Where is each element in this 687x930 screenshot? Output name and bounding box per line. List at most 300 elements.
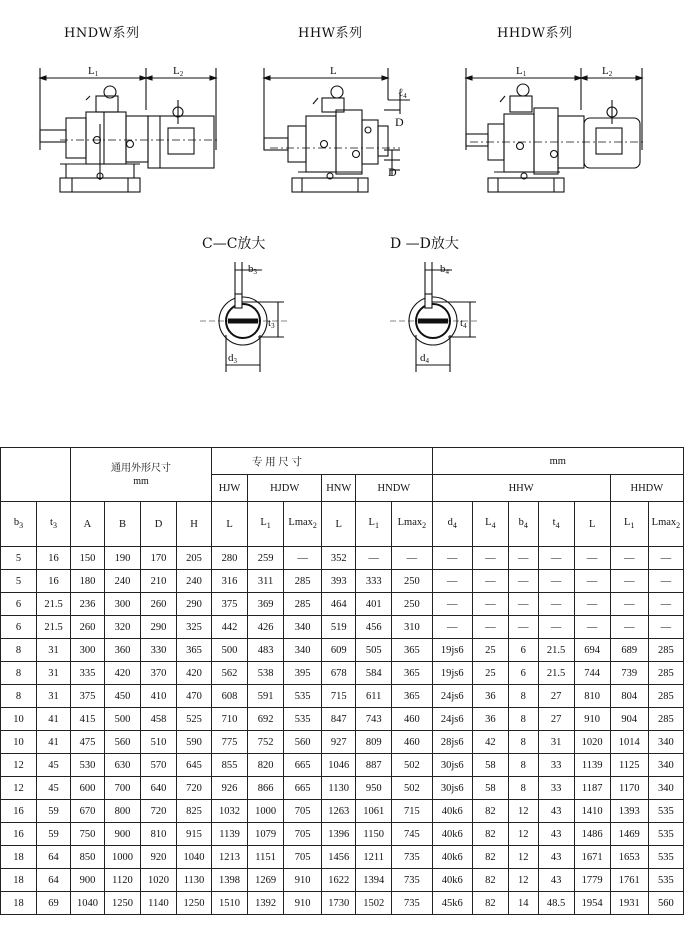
table-cell: 24js6 (432, 708, 472, 731)
hhdw-drawing (466, 68, 646, 192)
table-cell: 855 (212, 754, 248, 777)
table-cell: 810 (574, 685, 610, 708)
table-cell: 210 (140, 570, 176, 593)
table-cell: 825 (177, 800, 212, 823)
table-row (1, 708, 684, 731)
table-cell: 82 (472, 892, 508, 915)
table-row (1, 639, 684, 662)
table-cell: 12 (1, 777, 37, 800)
table-cell: 538 (248, 662, 284, 685)
table-cell: 1269 (248, 869, 284, 892)
table-cell: 290 (177, 593, 212, 616)
table-cell: 705 (284, 846, 322, 869)
column-header (37, 502, 71, 547)
table-cell: 260 (70, 616, 104, 639)
table-cell: 743 (356, 708, 392, 731)
table-cell: 804 (610, 685, 648, 708)
column-subscript: 2 (422, 521, 427, 531)
table-cell: — (538, 616, 574, 639)
column-symbol: L (368, 517, 375, 529)
column-header (356, 502, 392, 547)
column-header (140, 502, 176, 547)
table-cell: — (432, 547, 472, 570)
column-symbol: A (83, 518, 92, 530)
table-cell: — (472, 593, 508, 616)
table-cell: 1014 (610, 731, 648, 754)
table-cell: 1170 (610, 777, 648, 800)
table-cell: 415 (70, 708, 104, 731)
table-cell: 1079 (248, 823, 284, 846)
cc-t3-label: t3 (268, 317, 275, 330)
column-symbol: L (624, 517, 631, 529)
table-cell: 535 (284, 685, 322, 708)
table-cell: 8 (508, 708, 538, 731)
column-subscript: 4 (452, 521, 457, 531)
table-cell: 720 (140, 800, 176, 823)
table-cell: — (508, 570, 538, 593)
table-cell: 30js6 (432, 777, 472, 800)
table-cell: 1187 (574, 777, 610, 800)
table-cell: 64 (37, 846, 71, 869)
table-cell: 420 (177, 662, 212, 685)
table-cell: 12 (1, 754, 37, 777)
table-cell: 710 (212, 708, 248, 731)
table-cell: 1120 (104, 869, 140, 892)
table-cell: 694 (574, 639, 610, 662)
table-cell: 645 (177, 754, 212, 777)
table-row (1, 823, 684, 846)
table-cell: 1502 (356, 892, 392, 915)
table-cell: 21.5 (37, 616, 71, 639)
table-cell: 600 (70, 777, 104, 800)
table-cell: 16 (1, 823, 37, 846)
table-cell: 240 (104, 570, 140, 593)
dd-t4-label: t4 (460, 317, 467, 330)
table-cell: 8 (508, 754, 538, 777)
table-cell: 375 (212, 593, 248, 616)
table-cell: 320 (104, 616, 140, 639)
table-cell: 311 (248, 570, 284, 593)
table-row (1, 754, 684, 777)
column-header (70, 502, 104, 547)
table-cell: 12 (508, 869, 538, 892)
table-cell: 420 (104, 662, 140, 685)
table-cell: 16 (37, 547, 71, 570)
table-cell: 715 (322, 685, 356, 708)
table-cell: 290 (140, 616, 176, 639)
table-cell: 1392 (248, 892, 284, 915)
table-cell: — (472, 570, 508, 593)
table-cell: 365 (392, 639, 432, 662)
table-cell: 739 (610, 662, 648, 685)
table-row (1, 616, 684, 639)
table-cell: 750 (70, 823, 104, 846)
column-symbol: t (552, 517, 556, 529)
table-cell: 920 (140, 846, 176, 869)
column-header (610, 502, 648, 547)
table-cell: 927 (322, 731, 356, 754)
table-cell: 352 (322, 547, 356, 570)
table-cell: 8 (508, 731, 538, 754)
hhw-l-label: L (330, 65, 337, 77)
table-cell: 1931 (610, 892, 648, 915)
table-column-header-row (1, 502, 684, 547)
table-cell: 910 (284, 892, 322, 915)
table-cell: — (648, 616, 683, 639)
table-cell: 1140 (140, 892, 176, 915)
hhw-series-title: HHW系列 (298, 26, 363, 41)
table-cell: 530 (70, 754, 104, 777)
table-cell: 900 (70, 869, 104, 892)
table-cell: 31 (37, 662, 71, 685)
table-cell: 591 (248, 685, 284, 708)
table-cell: 560 (284, 731, 322, 754)
table-cell: 12 (508, 800, 538, 823)
table-cell: 535 (648, 869, 683, 892)
table-cell: — (508, 593, 538, 616)
table-cell: — (648, 593, 683, 616)
column-header (177, 502, 212, 547)
table-cell: 745 (392, 823, 432, 846)
table-cell: — (472, 616, 508, 639)
hndw-l2-label: L2 (173, 65, 184, 78)
table-cell: 735 (392, 892, 432, 915)
table-cell: 5 (1, 570, 37, 593)
table-cell: 910 (574, 708, 610, 731)
column-header (574, 502, 610, 547)
table-cell: 40k6 (432, 823, 472, 846)
table-cell: 45 (37, 777, 71, 800)
table-cell: 240 (177, 570, 212, 593)
table-cell: 1000 (104, 846, 140, 869)
table-row (1, 662, 684, 685)
hndw-series-title: HNDW系列 (64, 26, 140, 41)
column-header (1, 502, 37, 547)
table-cell: 190 (104, 547, 140, 570)
table-cell: 64 (37, 869, 71, 892)
table-cell: 375 (70, 685, 104, 708)
table-cell: 43 (538, 846, 574, 869)
table-cell: 340 (648, 777, 683, 800)
column-header (392, 502, 432, 547)
table-cell: 369 (248, 593, 284, 616)
general-dimensions-title: 通用外形尺寸 (110, 462, 171, 474)
dd-detail-drawing (390, 262, 480, 372)
column-subscript: 3 (19, 521, 24, 531)
table-cell: 40k6 (432, 800, 472, 823)
table-cell: 456 (356, 616, 392, 639)
table-cell: 810 (140, 823, 176, 846)
table-cell: 525 (177, 708, 212, 731)
column-symbol: Lmax (397, 517, 423, 529)
table-cell: 14 (508, 892, 538, 915)
table-cell: 10 (1, 708, 37, 731)
table-cell: 58 (472, 777, 508, 800)
table-cell: 535 (284, 708, 322, 731)
table-cell: — (356, 547, 392, 570)
table-cell: 45k6 (432, 892, 472, 915)
dd-d4-label: d4 (420, 352, 429, 365)
table-cell: — (508, 547, 538, 570)
table-cell: 340 (648, 754, 683, 777)
table-cell: 310 (392, 616, 432, 639)
column-subscript: 1 (374, 521, 379, 531)
general-dimensions-unit: mm (133, 475, 149, 487)
table-cell: 16 (1, 800, 37, 823)
table-cell: 365 (392, 662, 432, 685)
table-cell: 1061 (356, 800, 392, 823)
group-header: HJW (212, 475, 248, 502)
table-cell: 1779 (574, 869, 610, 892)
table-cell: 475 (70, 731, 104, 754)
table-cell: — (648, 570, 683, 593)
column-header (212, 502, 248, 547)
table-cell: 8 (508, 777, 538, 800)
table-cell: — (392, 547, 432, 570)
table-cell: 36 (472, 685, 508, 708)
table-cell: 1510 (212, 892, 248, 915)
table-cell: 260 (140, 593, 176, 616)
column-subscript: 2 (676, 521, 681, 531)
table-cell: 401 (356, 593, 392, 616)
table-cell: 43 (538, 869, 574, 892)
dimension-table (0, 447, 684, 915)
table-cell: 900 (104, 823, 140, 846)
table-cell: 608 (212, 685, 248, 708)
table-cell: 285 (648, 639, 683, 662)
table-cell: 43 (538, 800, 574, 823)
table-cell: — (574, 570, 610, 593)
table-row (1, 685, 684, 708)
table-cell: 640 (140, 777, 176, 800)
table-cell: 59 (37, 823, 71, 846)
table-cell: 1020 (574, 731, 610, 754)
cc-d3-label: d3 (228, 352, 237, 365)
table-cell: 510 (140, 731, 176, 754)
table-cell: 69 (37, 892, 71, 915)
table-cell: 442 (212, 616, 248, 639)
table-cell: — (284, 547, 322, 570)
table-cell: 470 (177, 685, 212, 708)
table-cell: 562 (212, 662, 248, 685)
table-cell: 705 (284, 823, 322, 846)
table-cell: 205 (177, 547, 212, 570)
table-cell: 1730 (322, 892, 356, 915)
table-cell: 16 (37, 570, 71, 593)
table-cell: 6 (1, 616, 37, 639)
table-cell: 36 (472, 708, 508, 731)
table-row (1, 846, 684, 869)
table-body (1, 547, 684, 915)
table-cell: 170 (140, 547, 176, 570)
group-header: HJDW (248, 475, 322, 502)
table-cell: 58 (472, 754, 508, 777)
table-cell: 150 (70, 547, 104, 570)
hhw-d-upper-label: D (395, 115, 404, 129)
group-header: HHDW (610, 475, 683, 502)
table-cell: 1653 (610, 846, 648, 869)
table-cell: — (472, 547, 508, 570)
table-cell: 809 (356, 731, 392, 754)
column-header (538, 502, 574, 547)
column-subscript: 2 (312, 521, 317, 531)
table-cell: 250 (392, 593, 432, 616)
table-cell: 1130 (177, 869, 212, 892)
table-cell: 25 (472, 639, 508, 662)
table-header-row-1 (1, 448, 684, 475)
table-cell: 1469 (610, 823, 648, 846)
table-cell: 519 (322, 616, 356, 639)
table-cell: 365 (392, 685, 432, 708)
table-cell: 630 (104, 754, 140, 777)
table-cell: 21.5 (37, 593, 71, 616)
column-symbol: b (518, 517, 524, 529)
table-cell: 8 (508, 685, 538, 708)
table-row (1, 892, 684, 915)
table-cell: — (432, 570, 472, 593)
cc-detail-title: C—C放大 (202, 236, 266, 252)
hndw-l1-label: L1 (88, 65, 99, 78)
table-cell: 18 (1, 869, 37, 892)
table-row (1, 800, 684, 823)
column-header (322, 502, 356, 547)
table-cell: 33 (538, 777, 574, 800)
table-cell: 59 (37, 800, 71, 823)
column-symbol: L (260, 517, 267, 529)
table-cell: 584 (356, 662, 392, 685)
column-symbol: L (226, 518, 233, 530)
table-cell: 1040 (177, 846, 212, 869)
table-cell: 1486 (574, 823, 610, 846)
table-cell: 27 (538, 708, 574, 731)
column-symbol: t (50, 517, 53, 529)
table-cell: 1125 (610, 754, 648, 777)
table-cell: 720 (177, 777, 212, 800)
table-cell: 609 (322, 639, 356, 662)
table-cell: 40k6 (432, 869, 472, 892)
table-cell: 31 (538, 731, 574, 754)
table-cell: 28js6 (432, 731, 472, 754)
hhdw-series-title: HHDW系列 (497, 26, 573, 41)
table-cell: 505 (356, 639, 392, 662)
table-cell: 5 (1, 547, 37, 570)
table-row (1, 777, 684, 800)
table-cell: 82 (472, 800, 508, 823)
technical-drawings (0, 0, 687, 440)
table-cell: — (538, 593, 574, 616)
table-cell: 1020 (140, 869, 176, 892)
table-cell: 1393 (610, 800, 648, 823)
table-cell: 1040 (70, 892, 104, 915)
table-cell: 1139 (574, 754, 610, 777)
table-cell: 180 (70, 570, 104, 593)
table-cell: 775 (212, 731, 248, 754)
column-symbol: d (447, 517, 453, 529)
table-cell: 1032 (212, 800, 248, 823)
table-cell: 1000 (248, 800, 284, 823)
table-cell: 236 (70, 593, 104, 616)
table-cell: 820 (248, 754, 284, 777)
table-cell: 24js6 (432, 685, 472, 708)
table-cell: 42 (472, 731, 508, 754)
table-cell: 12 (508, 823, 538, 846)
table-cell: 21.5 (538, 662, 574, 685)
column-symbol: L (588, 518, 596, 530)
table-cell: 25 (472, 662, 508, 685)
table-cell: 678 (322, 662, 356, 685)
group-header: HHW (432, 475, 610, 502)
table-cell: — (610, 593, 648, 616)
column-header (432, 502, 472, 547)
table-cell: 500 (212, 639, 248, 662)
table-cell: 335 (70, 662, 104, 685)
dd-detail-title: D —D放大 (390, 236, 459, 252)
table-cell: 27 (538, 685, 574, 708)
table-cell: 1398 (212, 869, 248, 892)
table-cell: 1954 (574, 892, 610, 915)
table-cell: 535 (648, 846, 683, 869)
table-row (1, 731, 684, 754)
column-symbol: D (154, 518, 163, 530)
header-blank (1, 448, 71, 502)
table-cell: 300 (104, 593, 140, 616)
table-cell: — (574, 593, 610, 616)
column-header (248, 502, 284, 547)
table-cell: 45 (37, 754, 71, 777)
table-row (1, 570, 684, 593)
table-cell: 689 (610, 639, 648, 662)
table-cell: 395 (284, 662, 322, 685)
table-cell: — (432, 616, 472, 639)
table-cell: 950 (356, 777, 392, 800)
table-cell: 464 (322, 593, 356, 616)
table-cell: 1456 (322, 846, 356, 869)
group-header: HNDW (356, 475, 432, 502)
table-cell: — (610, 547, 648, 570)
table-cell: 259 (248, 547, 284, 570)
table-cell: 1139 (212, 823, 248, 846)
table-cell: 910 (284, 869, 322, 892)
column-symbol: b (13, 517, 20, 529)
table-cell: 611 (356, 685, 392, 708)
table-cell: 82 (472, 823, 508, 846)
table-row (1, 547, 684, 570)
table-row (1, 593, 684, 616)
group-header: HNW (322, 475, 356, 502)
special-dimensions-header: 专 用 尺 寸 (212, 448, 433, 475)
table-cell: 665 (284, 754, 322, 777)
table-cell: — (610, 570, 648, 593)
table-cell: 8 (1, 662, 37, 685)
table-cell: 18 (1, 892, 37, 915)
table-cell: 866 (248, 777, 284, 800)
table-cell: — (574, 616, 610, 639)
column-symbol: Lmax (288, 517, 313, 529)
table-cell: 460 (392, 708, 432, 731)
table-cell: 21.5 (538, 639, 574, 662)
table-cell: 500 (104, 708, 140, 731)
table-cell: 1150 (356, 823, 392, 846)
table-cell: 1263 (322, 800, 356, 823)
table-cell: 926 (212, 777, 248, 800)
table-cell: 285 (648, 662, 683, 685)
table-cell: 560 (648, 892, 683, 915)
table-cell: 8 (1, 639, 37, 662)
table-cell: 6 (508, 639, 538, 662)
table-cell: 280 (212, 547, 248, 570)
table-cell: 40k6 (432, 846, 472, 869)
cc-b3-label: b3 (248, 263, 257, 276)
